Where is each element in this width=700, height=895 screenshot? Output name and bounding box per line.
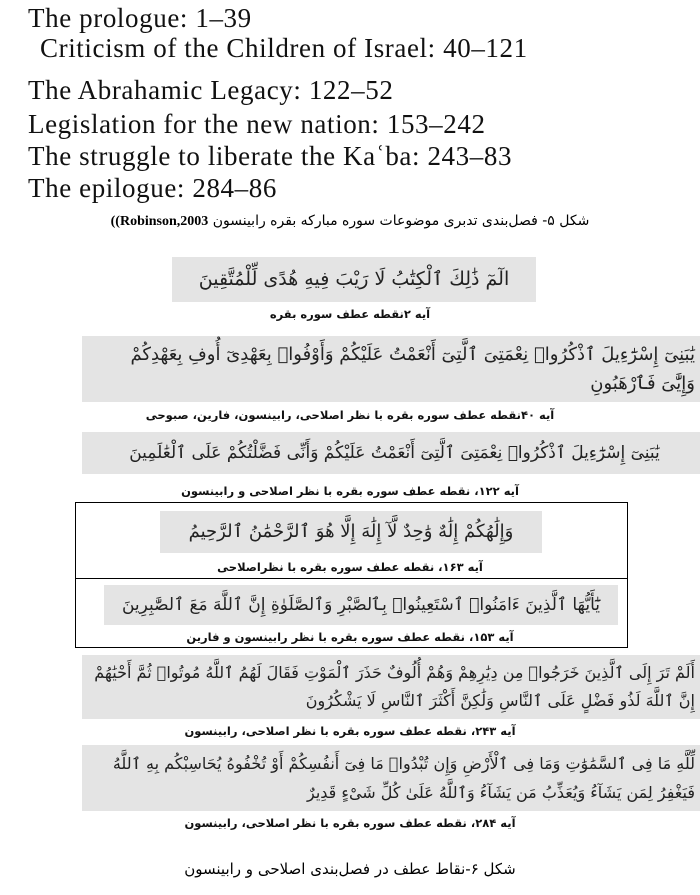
outline-item-criticism: Criticism of the Children of Israel: 40–121: [40, 33, 528, 63]
verse-caption-40: آیه ۴۰نقطه عطف سوره بقره با نظر اصلاحی، رابینسون، فارین، صبوحی: [145, 408, 555, 422]
outline-item-prologue: The prologue: 1–39: [28, 3, 252, 33]
verse-box-122: يَٰبَنِىٓ إِسْرَٰٓءِيلَ ٱذْكُرُوا۟ نِعْمَتِىَ ٱلَّتِىٓ أَنْعَمْتُ عَلَيْكُمْ وَأَنِّى فَضَّلْتُكُمْ عَلَى ٱلْعَٰلَمِينَ: [82, 432, 700, 474]
figure-5-caption: [0, 213, 700, 230]
verse-caption-163: آیه ۱۶۳، نقطه عطف سوره بقره با نظراصلاحی: [217, 560, 483, 574]
verse-caption-2: آیه ۲نقطه عطف سوره بقره: [269, 307, 431, 321]
verse-box-153: يَٰٓأَيُّهَا ٱلَّذِينَ ءَامَنُوا۟ ٱسْتَعِينُوا۟ بِٱلصَّبْرِ وَٱلصَّلَوٰةِ إِنَّ ٱللَّهَ مَعَ ٱلصَّٰبِرِينَ: [104, 585, 618, 625]
outline-item-abrahamic: The Abrahamic Legacy: 122–52: [28, 75, 394, 105]
verse-box-163: وَإِلَٰهُكُمْ إِلَٰهٌ وَٰحِدٌ لَّآ إِلَٰهَ إِلَّا هُوَ ٱلرَّحْمَٰنُ ٱلرَّحِيمُ: [160, 511, 542, 553]
verse-caption-284: آیه ۲۸۴، نقطه عطف سوره بقره با نظر اصلاحی، رابینسون: [184, 816, 516, 830]
verse-caption-153: آیه ۱۵۳، نقطه عطف سوره بقره با نظر رابینسون و فارین: [186, 630, 514, 644]
highlight-frame-divider: [75, 578, 628, 579]
figure-5-citation: ((Robinson,2003: [110, 214, 209, 229]
outline-item-epilogue: The epilogue: 284–86: [28, 173, 277, 203]
verse-box-2: الٓمٓ ذَٰلِكَ ٱلْكِتَٰبُ لَا رَيْبَ فِيهِ هُدًى لِّلْمُتَّقِينَ: [172, 257, 536, 302]
verse-caption-122: آیه ۱۲۲، نقطه عطف سوره بقره با نظر اصلاحی و رابینسون: [181, 484, 519, 498]
verse-caption-243: آیه ۲۴۳، نقطه عطف سوره بقره با نظر اصلاحی، رابینسون: [184, 724, 516, 738]
outline-item-legislation: Legislation for the new nation: 153–242: [28, 109, 486, 139]
verse-box-284: لِّلَّهِ مَا فِى ٱلسَّمَٰوَٰتِ وَمَا فِى ٱلْأَرْضِ وَإِن تُبْدُوا۟ مَا فِىٓ أَنفُسِكُمْ أَوْ تُخْفُوهُ يُحَاسِبْكُم بِهِ ٱللَّهُ فَيَغْفِرُ لِمَن يَشَآءُ وَيُعَذِّبُ مَن يَشَآءُ وَٱللَّهُ عَلَىٰ كُلِّ شَىْءٍ قَدِيرٌ: [82, 745, 700, 811]
figure-5-caption-text: شکل ۵- فصل‌بندی تدبری موضوعات سوره مبارکه بقره رابینسون: [212, 213, 590, 229]
outline-item-kaba: The struggle to liberate the Kaʿba: 243–83: [28, 141, 513, 171]
figure-6-caption: شکل ۶-نقاط عطف در فصل‌بندی اصلاحی و رابینسون: [184, 860, 516, 878]
verse-box-243: أَلَمْ تَرَ إِلَى ٱلَّذِينَ خَرَجُوا۟ مِن دِيَٰرِهِمْ وَهُمْ أُلُوفٌ حَذَرَ ٱلْمَوْتِ فَقَالَ لَهُمُ ٱللَّهُ مُوتُوا۟ ثُمَّ أَحْيَٰهُمْ إِنَّ ٱللَّهَ لَذُو فَضْلٍ عَلَى ٱلنَّاسِ وَلَٰكِنَّ أَكْثَرَ ٱلنَّاسِ لَا يَشْكُرُونَ: [82, 655, 700, 719]
verse-box-40: يَٰبَنِىٓ إِسْرَٰٓءِيلَ ٱذْكُرُوا۟ نِعْمَتِىَ ٱلَّتِىٓ أَنْعَمْتُ عَلَيْكُمْ وَأَوْفُوا۟ بِعَهْدِىٓ أُوفِ بِعَهْدِكُمْ وَإِيَّٰىَ فَٱرْهَبُونِ: [82, 336, 700, 402]
